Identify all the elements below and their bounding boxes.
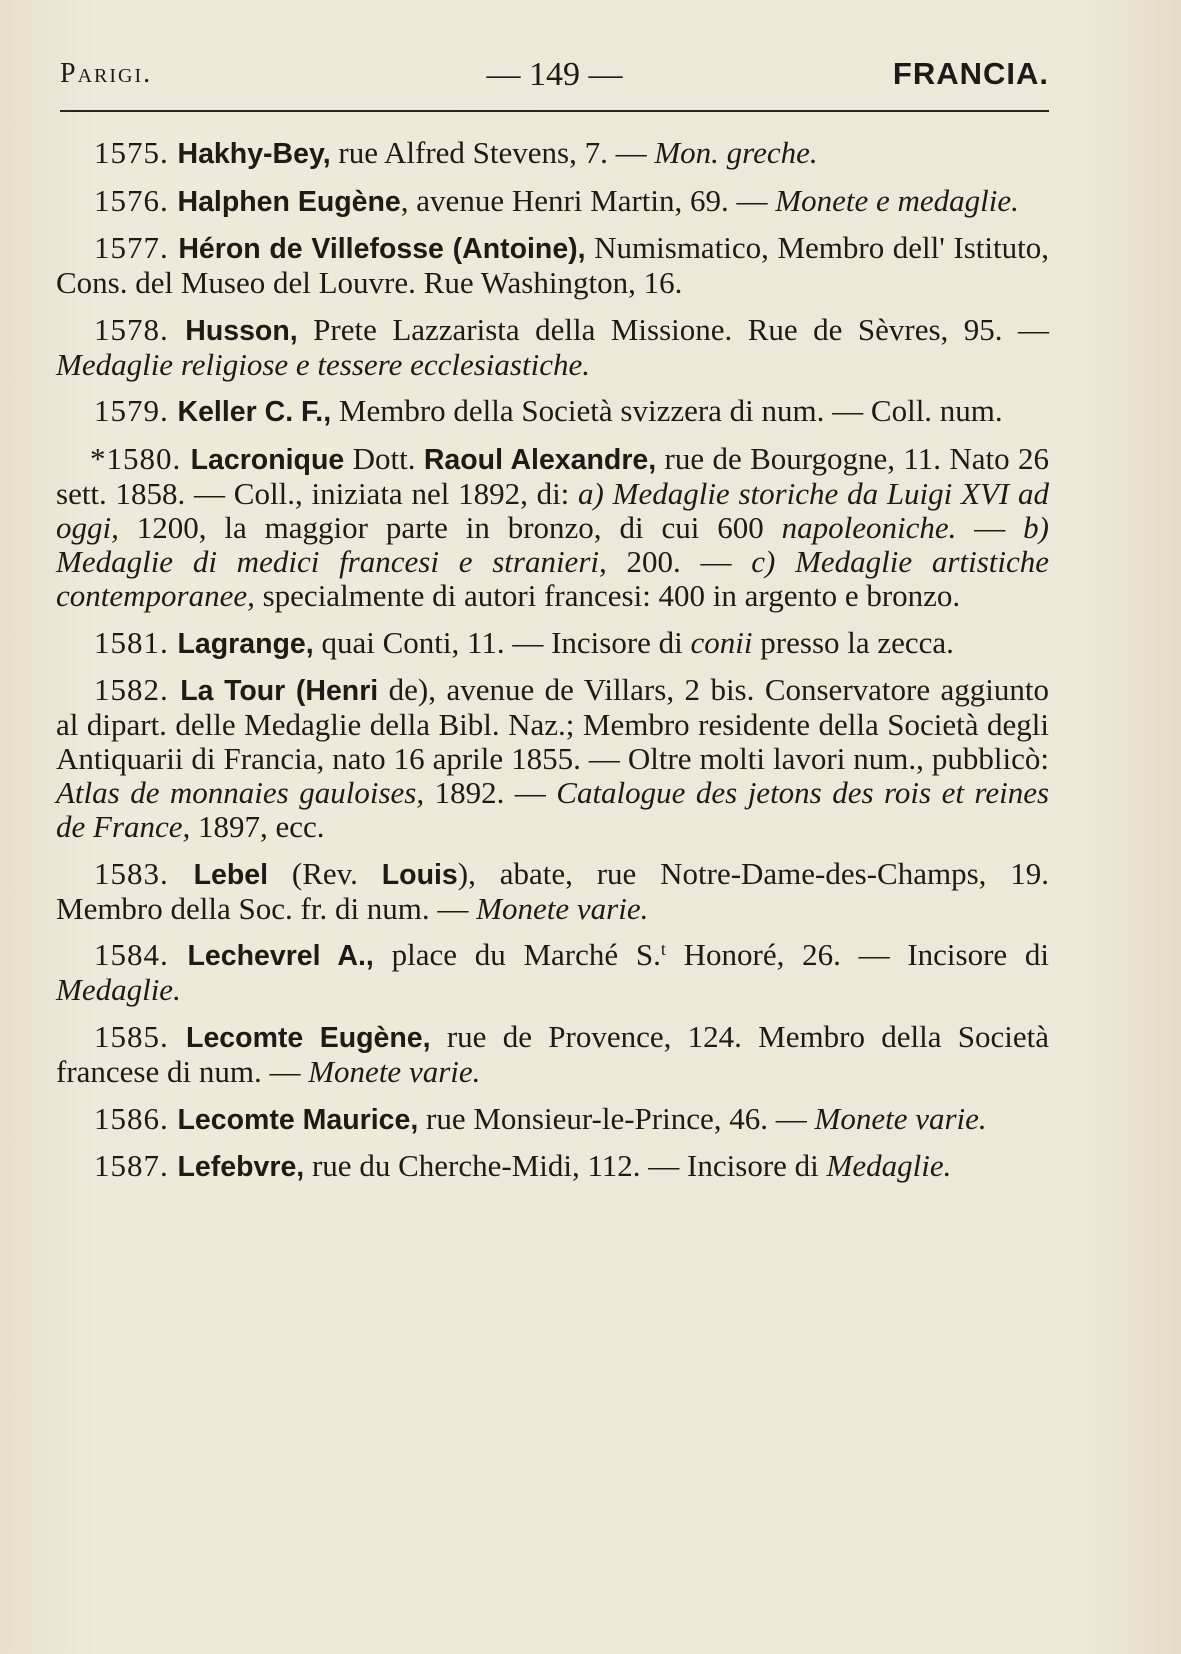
entry-text: 1892. — [424,775,557,811]
entry-name: Keller C. F., [177,396,332,429]
entry-italic-text: Medaglie. [56,972,181,1008]
entry-text: de), avenue de Villars, 2 bis. Conservatore aggiunto al dipart. delle Medaglie della Bibl. Naz.; Membro residente della Società degli Antiquarii di Francia, nato 16 aprile 1855. — Oltre molti lavori num., pubblicò: [56,672,1050,777]
entry-name: Lecomte Maurice, [177,1103,419,1136]
entry-italic-text: Monete e medaglie. [775,182,1019,218]
entry-italic-text: conii [690,624,753,660]
entry-italic-text: Monete varie. [308,1053,481,1089]
entry-number: 1582. [94,672,181,708]
entry-text: 1200, la maggior parte in bronzo, di cui 600 [118,509,782,545]
entry-italic-text: b) Medaglie di medici francesi e stranieri, [56,509,1049,579]
running-head [60,52,1049,108]
entry-text: 200. — [606,543,752,579]
entry-name: Lacronique [190,443,345,476]
entry-italic-text: Monete varie. [814,1100,987,1136]
entry-name: Lecomte Eugène, [186,1021,431,1054]
page-number: — 149 — [486,56,623,93]
directory-entry [56,1102,1049,1137]
entry-name: Husson, [185,314,298,347]
entry-name: Hakhy-Bey, [177,138,331,170]
entry-italic-text: Mon. greche. [654,135,818,170]
entry-text: , avenue Henri Martin, 69. — [400,182,776,218]
entry-text: Honoré, 26. — Incisore di [665,937,1050,973]
header-rule [60,110,1049,112]
entry-italic-text: Catalogue des jetons des rois et reines de France, [56,775,1050,845]
entry-text: — [956,509,1024,545]
entry-italic-text: Atlas de monnaies gauloises, [56,775,425,811]
entry-number: 1583. [94,855,194,891]
entry-text: place du Marché S. [373,937,661,973]
entry-number: 1576. [94,182,178,218]
entry-text: rue de Provence, 124. Membro della Società francese di num. — [56,1018,1049,1089]
entry-name: Raoul Alexandre, [423,443,657,476]
entry-name: Louis [381,858,458,891]
entry-text: rue Monsieur-le-Prince, 46. — [418,1100,815,1136]
entry-text: (Rev. [268,855,382,891]
entry-text: rue Alfred Stevens, 7. — [330,135,655,170]
entry-italic-text: napoleoniche. [781,509,957,545]
entry-number: 1575. [94,135,178,170]
entry-text: quai Conti, 11. — Incisore di [313,624,691,660]
entry-text: ), abate, rue Notre-Dame-des-Champs, 19. Membro della Soc. fr. di num. — [56,855,1049,926]
entry-text: Membro della Società svizzera di num. — Coll. num. [331,393,1003,429]
entry-text: presso la zecca. [752,624,954,660]
directory-entry [56,857,1049,926]
entry-superscript: t [660,939,666,960]
entry-text: Dott. [344,440,424,476]
directory-entry [56,1149,1049,1184]
directory-entry [56,673,1049,844]
entry-number: 1581. [94,624,178,660]
entry-number: 1587. [94,1148,178,1184]
running-head-place: Parigi. [60,58,153,89]
running-head-country: FRANCIA. [892,56,1049,91]
entry-name: Lebel [193,858,269,891]
entry-text: Prete Lazzarista della Missione. Rue de Sèvres, 95. — [297,311,1050,347]
entry-text: Numismatico, Membro dell' Istituto, Cons. del Museo del Louvre. Rue Washington, 16. [56,230,1050,301]
directory-entry [56,442,1049,613]
directory-entry [56,136,1049,171]
directory-entry [56,938,1049,1007]
directory-entry [56,626,1049,661]
entry-italic-text: c) Medaglie artistiche contemporanee, [56,543,1050,613]
entry-number: 1584. [94,937,188,973]
entry-list [56,136,1049,1197]
entry-name: Lechevrel A., [187,940,374,973]
entry-text: 1897, ecc. [190,809,325,845]
entry-number: 1577. [94,230,179,266]
entry-name: La Tour (Henri [180,675,379,708]
entry-italic-text: Medaglie. [826,1148,952,1184]
entry-text: rue du Cherche-Midi, 112. — Incisore di [304,1148,827,1184]
entry-text: specialmente di autori francesi: 400 in argento e bronzo. [254,577,961,613]
entry-italic-text: Medaglie religiose e tessere ecclesiastiche. [56,346,590,382]
entry-text: rue de Bourgogne, 11. Nato 26 sett. 1858. — Coll., iniziata nel 1892, di: [56,440,1049,511]
entry-number: 1586. [94,1100,178,1136]
directory-entry [56,313,1049,382]
directory-entry [56,1020,1049,1089]
entry-name: Héron de Villefosse (Antoine), [178,233,586,266]
directory-entry [56,231,1049,300]
entry-number: *1580. [90,440,191,476]
entry-italic-text: Monete varie. [476,890,649,926]
entry-name: Halphen Eugène [177,185,401,218]
entry-number: 1585. [94,1018,187,1054]
entry-italic-text: a) Medaglie storiche da Luigi XVI ad oggi, [56,475,1049,545]
entry-number: 1578. [94,311,186,347]
entry-number: 1579. [94,393,178,429]
entry-name: Lefebvre, [177,1151,305,1184]
entry-name: Lagrange, [177,627,314,660]
directory-entry [56,394,1049,429]
directory-entry [56,184,1049,219]
